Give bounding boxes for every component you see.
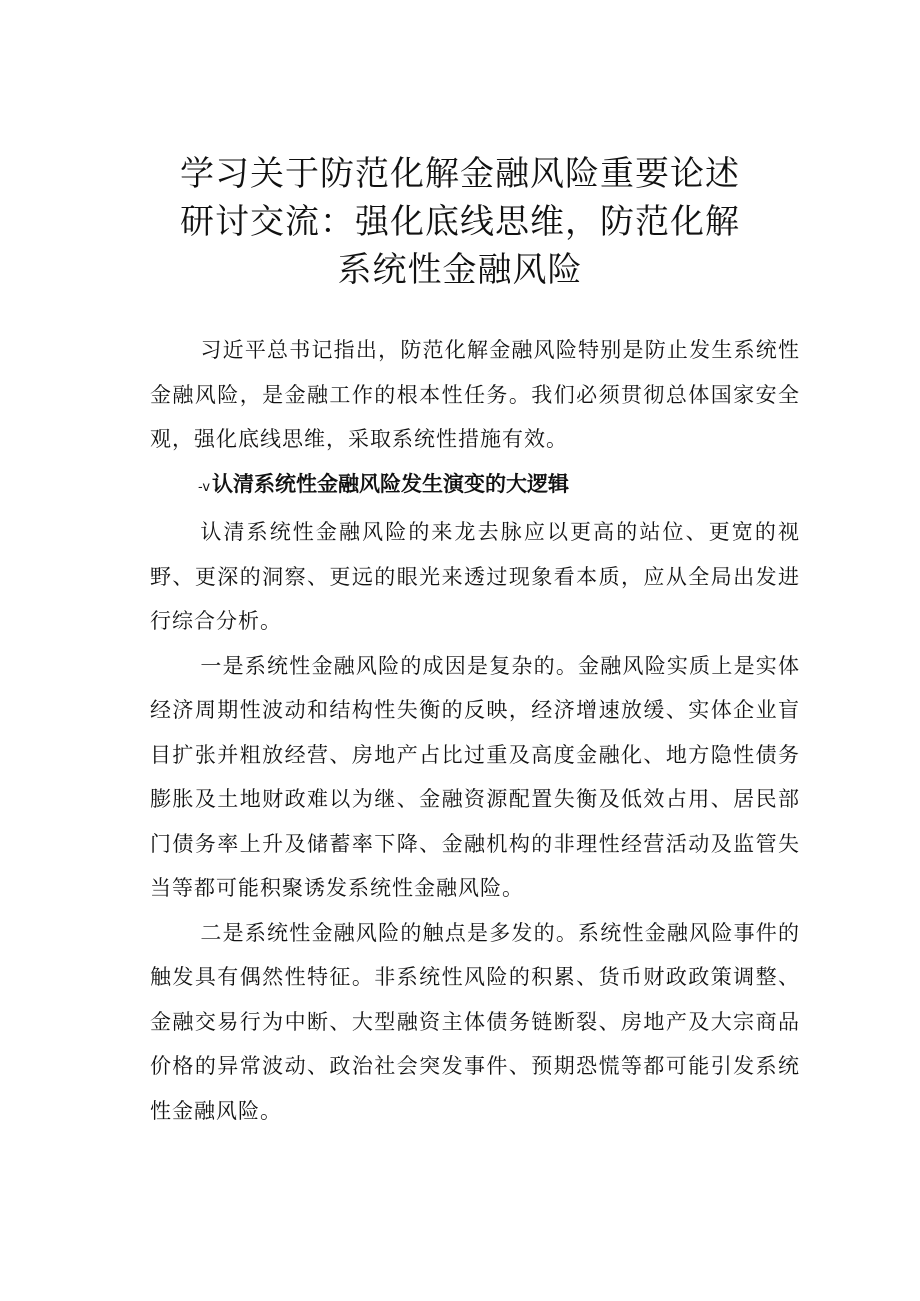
document-body: [150, 328, 800, 1133]
paragraph-3: 二是系统性金融风险的触点是多发的。系统性金融风险事件的触发具有偶然性特征。非系统性风险的积累、货币财政政策调整、金融交易行为中断、大型融资主体债务链断裂、房地产及大宗商品价格的异常波动、政治社会突发事件、预期恐慌等都可能引发系统性金融风险。: [150, 920, 800, 1123]
intro-paragraph: 习近平总书记指出，防范化解金融风险特别是防止发生系统性金融风险，是金融工作的根本性任务。我们必须贯彻总体国家安全观，强化底线思维，采取系统性措施有效。: [150, 338, 800, 451]
paragraph-1: 认清系统性金融风险的来龙去脉应以更高的站位、更宽的视野、更深的洞察、更远的眼光来透过现象看本质，应从全局出发进行综合分析。: [150, 520, 800, 633]
document-title: [120, 150, 800, 294]
title-line-2: 研讨交流：强化底线思维，防范化解: [180, 202, 740, 242]
section-heading-text: 认清系统性金融风险发生演变的大逻辑: [212, 471, 570, 496]
paragraph-2: 一是系统性金融风险的成因是复杂的。金融风险实质上是实体经济周期性波动和结构性失衡的反映，经济增速放缓、实体企业盲目扩张并粗放经营、房地产占比过重及高度金融化、地方隐性债务膨胀及土地财政难以为继、金融资源配置失衡及低效占用、居民部门债务率上升及储蓄率下降、金融机构的非理性经营活动及监管失当等都可能积聚诱发系统性金融风险。: [150, 653, 800, 900]
title-line-3: 系统性金融风险: [337, 250, 583, 290]
title-line-1: 学习关于防范化解金融风险重要论述: [180, 154, 740, 194]
section-heading: [150, 462, 800, 511]
section-marker: -v: [198, 479, 211, 495]
